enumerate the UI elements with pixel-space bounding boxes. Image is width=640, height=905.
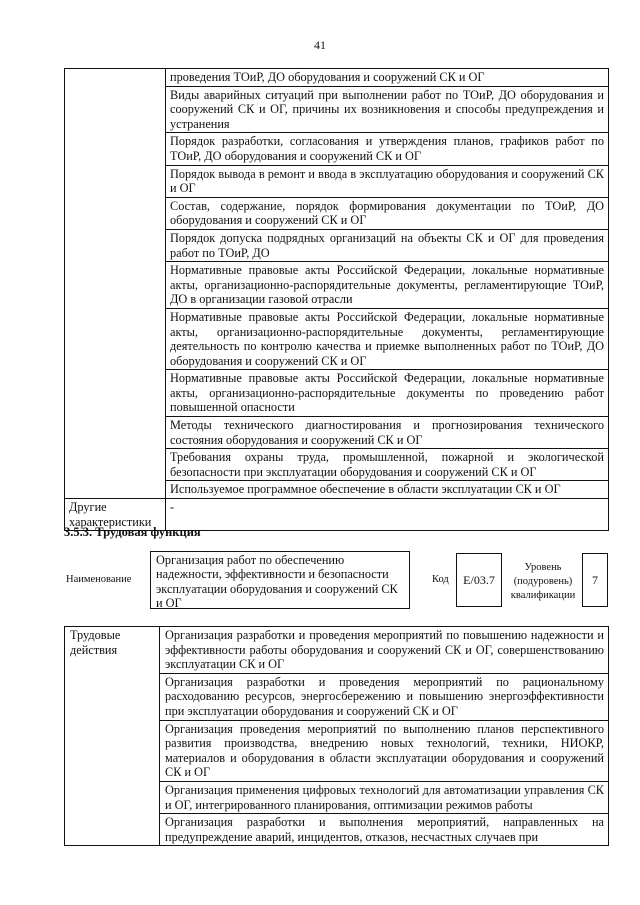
other-characteristics-label: Другие характеристики [65,499,166,531]
table-cell: Используемое программное обеспечение в области эксплуатации СК и ОГ [166,481,609,499]
table-cell: Методы технического диагностирования и прогнозирования технического состояния оборудования и сооружений СК и ОГ [166,417,609,449]
table-row [65,627,609,674]
code-label: Код [432,574,449,585]
labor-actions-label: Трудовые действия [65,627,160,846]
other-characteristics-value: - [166,499,609,531]
function-header [64,551,608,611]
page-number: 41 [314,38,326,52]
label-cell-empty [65,69,166,499]
function-name: Организация работ по обеспечению надежности, эффективности и безопасности эксплуатации оборудования и сооружений СК и ОГ [150,551,410,609]
table-cell: Виды аварийных ситуаций при выполнении работ по ТОиР, ДО оборудования и сооружений СК и ОГ, причины их возникновения и способы предупреждения и устранения [166,86,609,133]
code-value: Е/03.7 [456,553,502,607]
knowledge-continuation-table [64,68,609,531]
table-cell: Организация проведения мероприятий по выполнению планов перспективного развития производства, внедрению новых технологий, техники, НИОКР, материалов и оборудования в области эксплуатации оборудования и сооружений СК и ОГ [160,720,609,781]
table-cell: Состав, содержание, порядок формирования документации по ТОиР, ДО оборудования и сооружений СК и ОГ [166,197,609,229]
table-cell: Порядок разработки, согласования и утверждения планов, графиков работ по ТОиР, ДО оборудования и сооружений СК и ОГ [166,133,609,165]
level-value: 7 [582,553,608,607]
labor-actions-table [64,626,609,846]
table-cell: Порядок вывода в ремонт и ввода в эксплуатацию оборудования и сооружений СК и ОГ [166,165,609,197]
table-cell: проведения ТОиР, ДО оборудования и сооружений СК и ОГ [166,69,609,87]
level-label: Уровень (подуровень) квалификации [510,562,576,601]
table-row [65,69,609,87]
table-cell: Нормативные правовые акты Российской Федерации, локальные нормативные акты, организационно-распорядительные документы по проведению работ повышенной опасности [166,370,609,417]
table-cell: Организация разработки и проведения мероприятий по повышению надежности и эффективности работы оборудования и сооружений СК и ОГ, совершенствованию эксплуатации СК и ОГ [160,627,609,674]
table-cell: Организация разработки и выполнения мероприятий, направленных на предупреждение аварий, инцидентов, отказов, несчастных случаев при [160,814,609,846]
table-cell: Требования охраны труда, промышленной, пожарной и экологической безопасности при эксплуатации оборудования и сооружений СК и ОГ [166,449,609,481]
section-title: 3.5.3. Трудовая функция [64,525,201,539]
name-label: Наименование [66,574,132,585]
table-cell: Организация разработки и проведения мероприятий по рациональному расходованию ресурсов, энергосбережению и повышению энергоэффективности при эксплуатации оборудования и сооружений СК и ОГ [160,673,609,720]
table-cell: Нормативные правовые акты Российской Федерации, локальные нормативные акты, организационно-распорядительные документы, регламентирующие деятельность по контролю качества и приемке выполненных работ по ТОиР, ДО оборудования и сооружений СК и ОГ [166,308,609,369]
table-cell: Нормативные правовые акты Российской Федерации, локальные нормативные акты, организационно-распорядительные документы, регламентирующие ТОиР, ДО в организации газовой отрасли [166,262,609,309]
table-cell: Организация применения цифровых технологий для автоматизации управления СК и ОГ, интегрированного планирования, оптимизации режимов работы [160,781,609,813]
table-cell: Порядок допуска подрядных организаций на объекты СК и ОГ для проведения работ по ТОиР, ДО [166,229,609,261]
